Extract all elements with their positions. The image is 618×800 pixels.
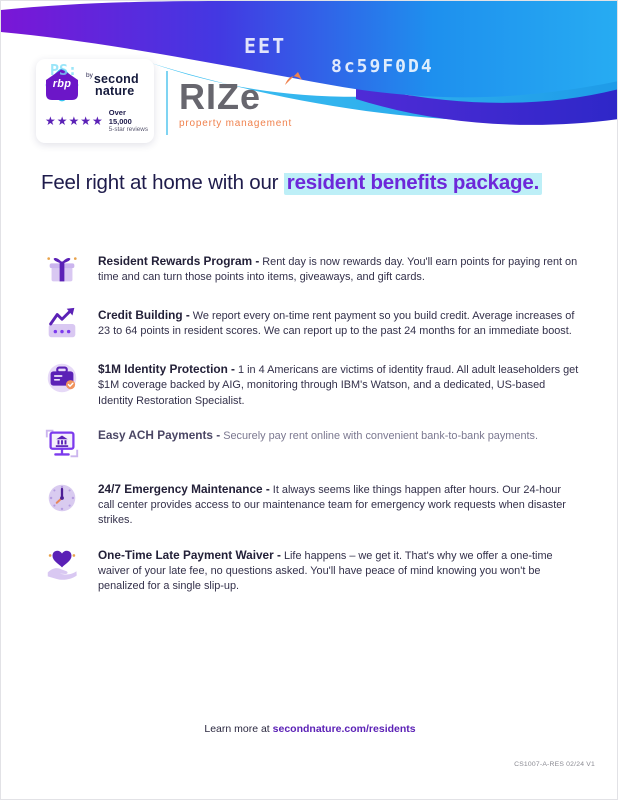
benefit-title: $1M Identity Protection - xyxy=(98,362,235,376)
headline-highlight: resident benefits package. xyxy=(284,170,542,195)
second-nature-wordmark xyxy=(86,73,139,98)
benefit-body: We report every on-time rent payment so you build credit. Average increases of 23 to 64 points in resident scores. We can report up to the past 24 months for an immediate boost. xyxy=(98,310,575,338)
reviews-text xyxy=(109,109,148,133)
rbp-logo-text: rbp xyxy=(52,78,72,90)
benefit-body: Securely pay rent online with convenient bank-to-bank payments. xyxy=(220,429,538,442)
rize-flag-icon xyxy=(284,71,304,87)
footer-prefix: Learn more at xyxy=(204,723,273,735)
benefits-list xyxy=(43,253,581,612)
footer xyxy=(1,723,618,735)
rbp-badge-card xyxy=(36,59,154,143)
benefit-credit-building xyxy=(43,307,581,343)
benefit-body: It always seems like things happen after hours. Our 24-hour call center provides access to our maintenance team for emergency work requests when disaster strikes. xyxy=(98,483,566,527)
benefit-body: 1 in 4 Americans are victims of identity fraud. All adult leaseholders get $1M coverage backed by AIG, monitoring through IBM's Watson, and a dedicated, US-based Identity Restoration Specialist. xyxy=(98,364,579,407)
benefit-body: Rent day is now rewards day. You'll earn points for paying rent on time and can turn those points into items, giveaways, and gift cards. xyxy=(98,256,578,284)
five-star-rating: ★★★★★ xyxy=(45,114,104,129)
gift-icon xyxy=(43,251,81,289)
footer-link[interactable]: secondnature.com/residents xyxy=(272,723,416,735)
benefit-title: One-Time Late Payment Waiver - xyxy=(98,547,281,562)
rize-tagline: property management xyxy=(179,118,293,129)
id-card-icon xyxy=(43,359,81,397)
headline-prefix: Feel right at home with our xyxy=(41,171,284,194)
brand-word-second: second xyxy=(93,71,139,86)
by-label: by xyxy=(86,71,93,79)
rize-logo xyxy=(179,76,293,129)
page-title xyxy=(41,171,601,195)
benefit-emergency-maintenance xyxy=(43,481,581,529)
reviews-label: 5-star reviews xyxy=(108,126,148,134)
watermark-fragment-code: 8c59F0D4 xyxy=(331,56,434,77)
credit-building-icon xyxy=(43,305,81,343)
benefit-late-payment-waiver xyxy=(43,547,581,595)
benefit-title: Resident Rewards Program - xyxy=(98,254,260,268)
benefit-text xyxy=(98,547,580,595)
benefit-title: Credit Building - xyxy=(98,308,190,322)
benefit-resident-rewards xyxy=(43,253,581,289)
clock-icon xyxy=(43,479,81,517)
watermark-fragment-badge: PS: xyxy=(50,61,78,79)
benefit-text xyxy=(98,307,580,340)
benefit-body: Life happens – we get it. That's why we offer a one-time waiver of your late fee, no questions asked. You'll have peace of mind knowing you won't be penalized for a single slip-up. xyxy=(98,549,553,593)
doc-code: CS1007-A-RES 02/24 V1 xyxy=(514,761,595,768)
logo-divider xyxy=(166,71,168,135)
heart-hand-icon xyxy=(43,545,81,583)
badge-reviews-row xyxy=(36,105,154,133)
benefit-text xyxy=(98,427,580,444)
watermark-fragment-top: EET xyxy=(244,34,287,58)
benefit-text xyxy=(98,481,580,529)
benefit-ach-payments xyxy=(43,427,581,463)
benefit-text xyxy=(98,253,580,286)
rize-wordmark: RIZe xyxy=(179,79,292,115)
benefit-identity-protection xyxy=(43,361,581,409)
benefit-title: 24/7 Emergency Maintenance - xyxy=(98,481,270,496)
reviews-count: Over 15,000 xyxy=(108,108,132,126)
benefit-text xyxy=(98,361,580,409)
brand-word-nature: nature xyxy=(95,84,135,98)
ach-monitor-icon xyxy=(43,425,81,463)
benefit-title: Easy ACH Payments - xyxy=(98,427,221,442)
